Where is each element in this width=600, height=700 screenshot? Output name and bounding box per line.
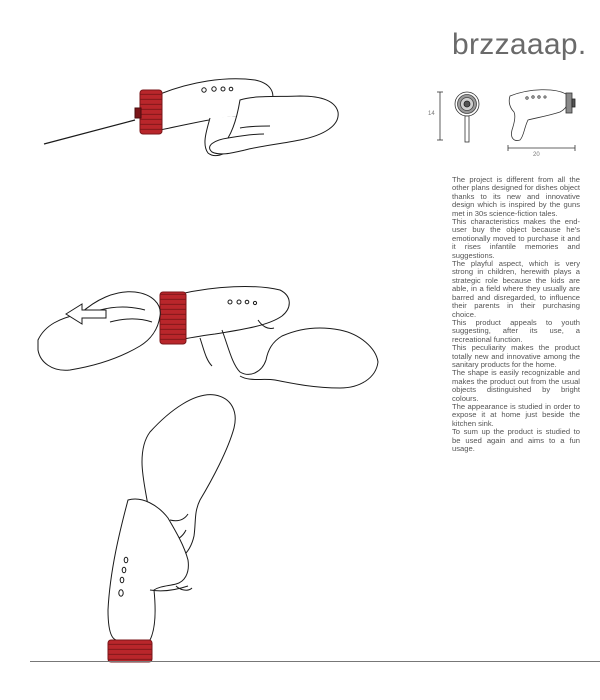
ground-line (30, 661, 600, 662)
illustration-gun-spraying (44, 79, 338, 156)
illustration-gun-standing (108, 395, 235, 662)
hand-left (38, 292, 160, 371)
red-nozzle-2 (160, 292, 186, 344)
paragraph: This product appeals to youth suggesting, after its use, a recreational function. (452, 317, 580, 344)
product-title: brzzaaap. (452, 28, 587, 61)
red-base (108, 640, 152, 662)
hand-right (222, 328, 378, 388)
wire-line (44, 120, 135, 144)
paragraph: To sum up the product is studied to be used again and aims to a fun usage. (452, 427, 580, 453)
paragraph: The playful aspect, which is very strong in children, herewith plays a strategic role because the kids are able, in a field where they usually are barred and disregarded, to influence their parents in their purchasing choice. (452, 259, 580, 319)
paragraph: The appearance is studied in order to expose it at home just beside the kitchen sink. (452, 401, 580, 428)
red-nozzle (140, 90, 162, 134)
description-text (452, 176, 580, 453)
paragraph: The shape is easily recognizable and makes the product out from the usual objects distinguished by bright colours. (452, 368, 580, 403)
paragraph: The project is different from all the other plans designed for dishes object thanks to its new and innovative design which is inspired by the guns met in 30s science-fiction tales. (452, 175, 580, 218)
paragraph: This characteristics makes the end-user buy the object because he's emotionally moved to purchase it and it rises infantile memories and suggestions. (452, 217, 580, 260)
side-view (509, 90, 568, 141)
dimension-width-label: 20 (533, 152, 540, 158)
gun-body-2 (180, 287, 289, 340)
illustration-gun-twisting (38, 287, 378, 388)
paragraph: This peculiarity makes the product totally new and innovative among the sanitary products for the home. (452, 343, 580, 369)
dimension-height-label: 14 (428, 111, 435, 117)
technical-drawing (437, 90, 575, 151)
